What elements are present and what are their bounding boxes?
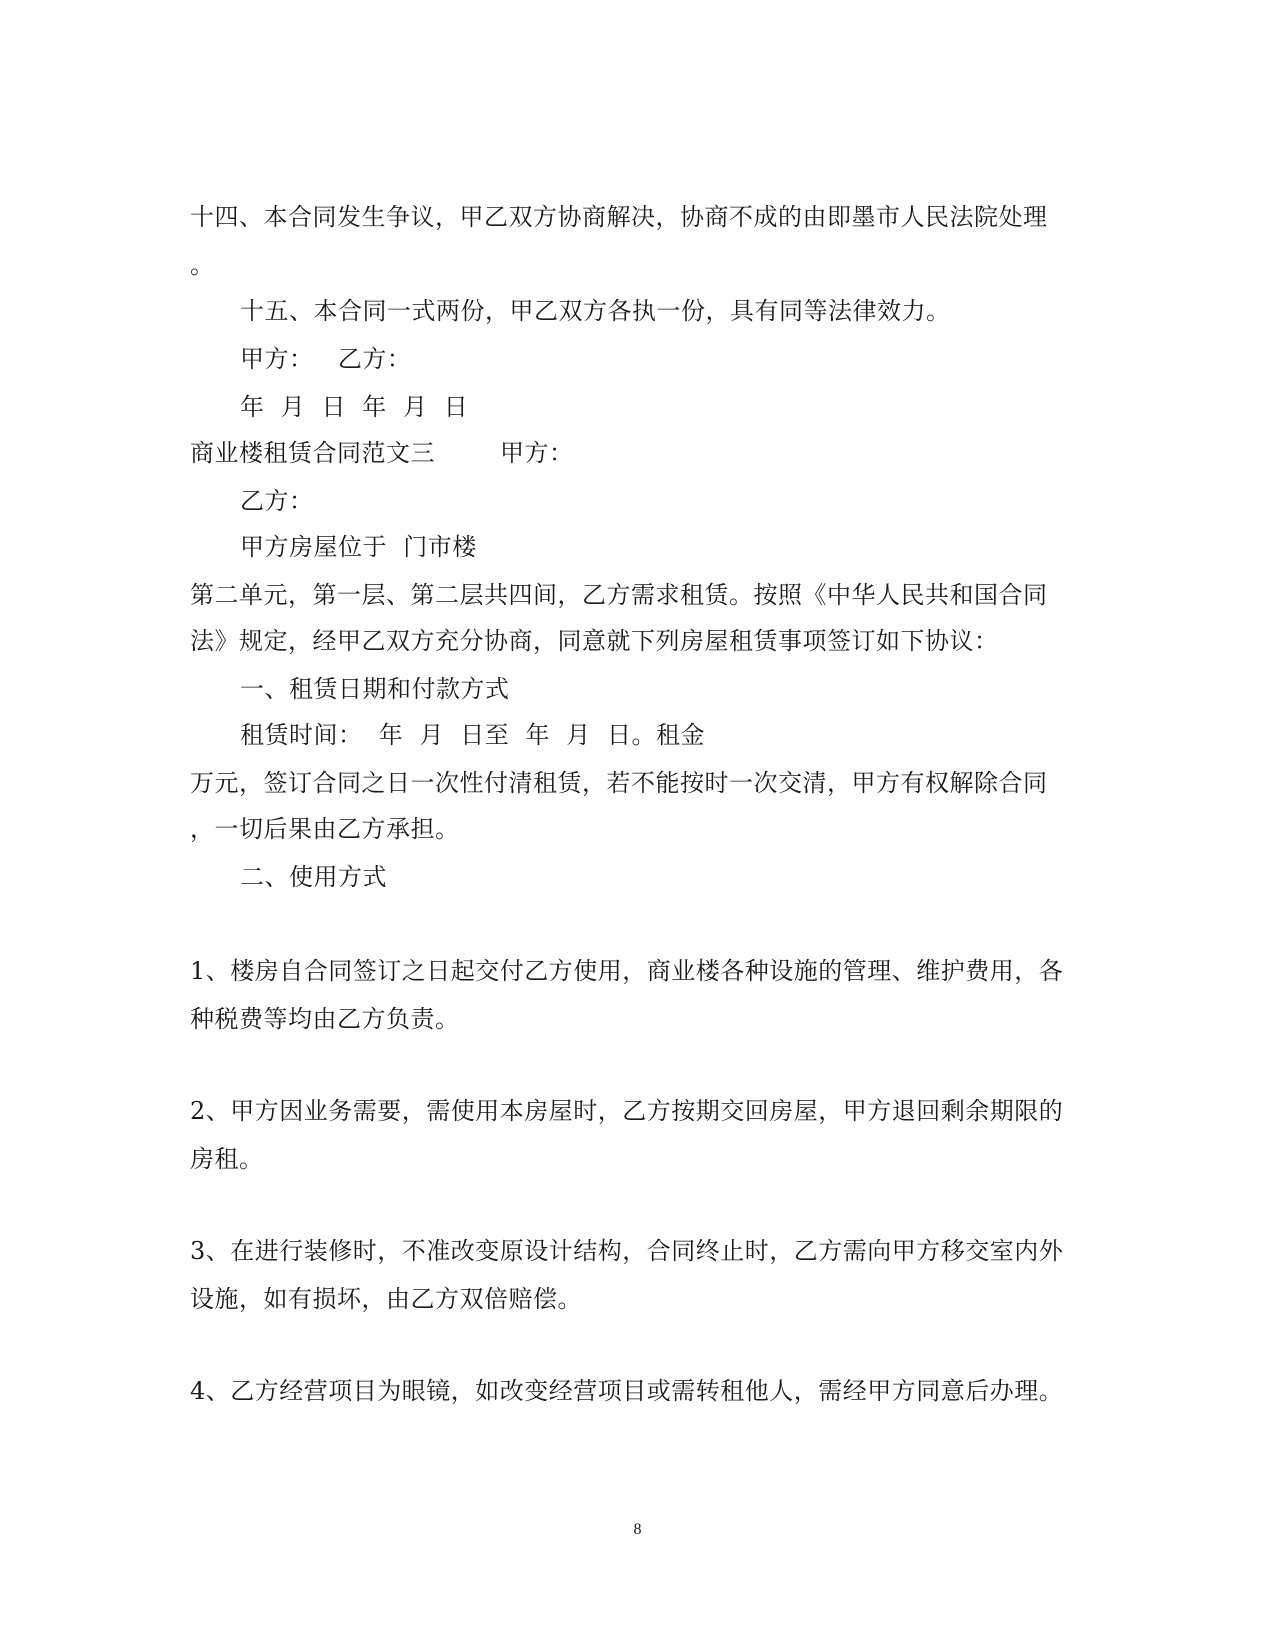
- clause-15: 十五、本合同一式两份，甲乙双方各执一份，具有同等法律效力。: [240, 297, 951, 325]
- heading-usage: 二、使用方式: [240, 863, 387, 891]
- preamble-line-2: 法》规定，经甲乙双方充分协商，同意就下列房屋租赁事项签订如下协议：: [190, 627, 999, 655]
- payment-line-1: 万元，签订合同之日一次性付清租赁，若不能按时一次交清，甲方有权解除合同: [190, 769, 1048, 797]
- clause-14-line-2: 。: [190, 251, 215, 279]
- lease-period-line: 租赁时间： 年 月 日至 年 月 日。租金: [240, 721, 706, 749]
- usage-item-2-line-1: 2、甲方因业务需要，需使用本房屋时，乙方按期交回房屋，甲方退回剩余期限的: [190, 1097, 1064, 1125]
- party-b-label: 乙方：: [240, 487, 314, 515]
- usage-item-1-line-2: 种税费等均由乙方负责。: [190, 1005, 460, 1033]
- party-labels: 甲方： 乙方：: [240, 345, 412, 373]
- usage-item-3-line-1: 3、在进行装修时，不准改变原设计结构，合同终止时，乙方需向甲方移交室内外: [190, 1237, 1064, 1265]
- date-line: 年 月 日 年 月 日: [240, 393, 469, 421]
- clause-14-line-1: 十四、本合同发生争议，甲乙双方协商解决，协商不成的由即墨市人民法院处理: [190, 203, 1048, 231]
- heading-lease-term: 一、租赁日期和付款方式: [240, 675, 510, 703]
- usage-item-1-line-1: 1、楼房自合同签订之日起交付乙方使用，商业楼各种设施的管理、维护费用，各: [190, 957, 1064, 985]
- premises-location: 甲方房屋位于 门市楼: [240, 533, 477, 561]
- page-number: 8: [633, 1521, 642, 1538]
- payment-line-2: ，一切后果由乙方承担。: [190, 815, 460, 843]
- usage-item-2-line-2: 房租。: [190, 1145, 264, 1173]
- usage-item-4: 4、乙方经营项目为眼镜，如改变经营项目或需转租他人，需经甲方同意后办理。: [190, 1377, 1064, 1405]
- preamble-line-1: 第二单元，第一层、第二层共四间，乙方需求租赁。按照《中华人民共和国合同: [190, 581, 1048, 609]
- usage-item-3-line-2: 设施，如有损坏，由乙方双倍赔偿。: [190, 1285, 582, 1313]
- section-title-line: 商业楼租赁合同范文三 甲方：: [190, 439, 574, 467]
